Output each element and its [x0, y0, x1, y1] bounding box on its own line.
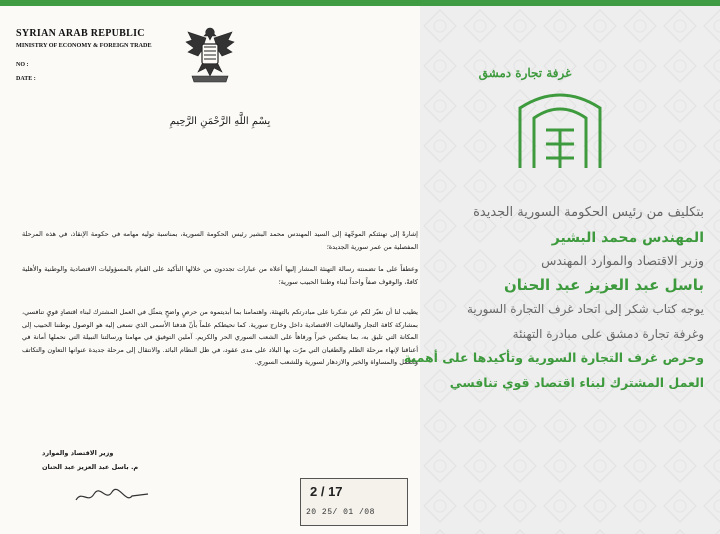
- panel-line-6: وغرفة تجارة دمشق على مبادرة التهنئة: [512, 327, 704, 341]
- decorative-pattern-icon: [420, 6, 720, 534]
- header-en-no-label: NO :: [16, 62, 29, 68]
- damascus-chamber-logo-icon: [510, 88, 610, 172]
- signature-name: م. باسل عبد العزيز عبد الحنان: [42, 463, 139, 471]
- announcement-panel: [420, 6, 720, 534]
- panel-line-8: العمل المشترك لبناء اقتصاد قوي تنافسي: [449, 375, 704, 390]
- panel-line-3: وزير الاقتصاد والموارد المهندس: [541, 253, 704, 268]
- header-en-date-label: DATE :: [16, 76, 36, 82]
- header-en-ministry: MINISTRY OF ECONOMY & FOREIGN TRADE: [16, 42, 152, 49]
- panel-line-2: المهندس محمد البشير: [551, 230, 704, 246]
- panel-line-7: وحرص غرف التجارة السورية وتأكيدها على أهمية: [403, 350, 704, 365]
- signature-title: وزير الاقتصاد والموارد: [42, 449, 114, 457]
- letter-paragraph-3: يطيب لنا أن نعبّر لكم عن شكرنا على مبادرتكم بالتهنئة، واهتمامنا بما أبديتموه من حرصٍ واضحٍ يتمثّل في العمل المشترك لبناء اقتصادٍ قويٍ تنافسي، بمشاركة كافة التجار والفعاليات الاقتصادية داخل وخارج سورية. كما نحيطكم علماً بأنّ هدفنا الأسمى الذي نسعى إليه هو الوصول بوطننا الحبيب إلى المكانة التي تليق به، بما ينعكس خيراً ورفاهاً على الشعب السوري الحر والكريم. آملين التوفيق في مهامنا ورسالتنا النبيلة التي نحملها أمانة في أعناقنا لإنهاء مرحلة الظلم والطغيان التي مرّت بها البلاد على مدى عقود، في ظل النظام البائد. والانتقال إلى مرحلة جديدة عنوانها التعاون والتكاتف والعمل والمساواة والخير والازدهار لسورية وللشعب السوري.: [22, 308, 418, 366]
- panel-line-4: باسل عبد العزيز عبد الحنان: [503, 276, 704, 294]
- header-en-country: SYRIAN ARAB REPUBLIC: [16, 28, 145, 39]
- panel-line-5: يوجه كتاب شكر إلى اتحاد غرف التجارة السورية: [467, 302, 704, 316]
- basmala: بِسْمِ اللَّهِ الرَّحْمَنِ الرَّحِيمِ: [169, 116, 271, 127]
- chamber-logo-text: غرفة تجارة دمشق: [478, 66, 572, 80]
- syrian-eagle-emblem-icon: [178, 22, 242, 88]
- letter-paragraph-2: وعطفاً على ما تضمنته رسالة التهنئة المشار إليها أعلاه من عبارات تجددون من خلالها التأكيد على القيام بالمسؤوليات الاقتصادية والوطنية والأهلية كافةً، والوقوف صفاً واحداً لبناء وطننا الحبيب سورية؛: [22, 265, 418, 286]
- stamp-number: 2 / 17: [310, 484, 343, 499]
- letter-paragraph-1: إشارةً إلى تهنئتكم الموجّهة إلى السيد المهندس محمد البشير رئيس الحكومة السورية، بمناسبة توليه مهامه في حكومة الإنقاذ، في هذه المرحلة المفصلية من عمر سورية الجديدة؛: [22, 230, 418, 251]
- handwritten-signature-icon: [72, 484, 152, 508]
- panel-line-1: بتكليف من رئيس الحكومة السورية الجديدة: [473, 205, 704, 220]
- stamp-date: 20 25/ 01 /08: [306, 508, 375, 517]
